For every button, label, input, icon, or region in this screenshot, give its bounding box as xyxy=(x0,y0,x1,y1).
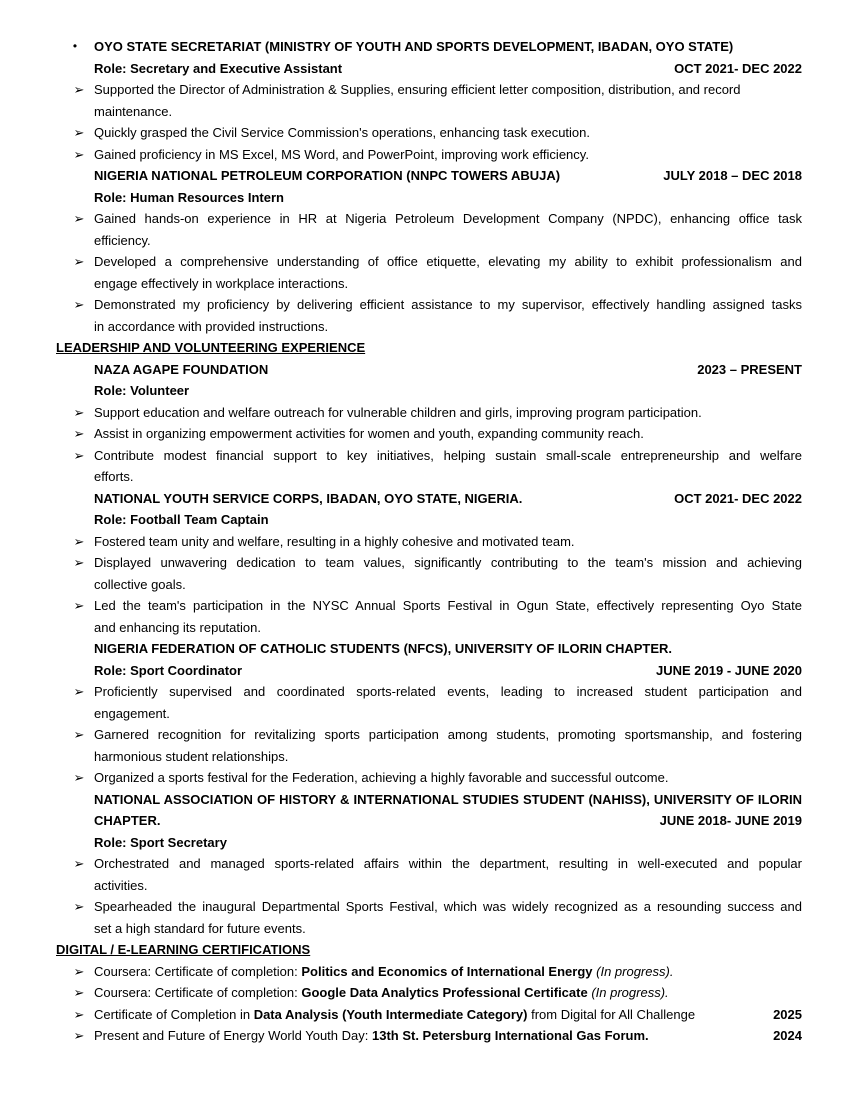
bullet-item: ➢ Spearheaded the inaugural Departmental Sports Festival, which was widely recognized as a resounding success and xyxy=(56,896,802,918)
bullet-continuation: engagement. xyxy=(94,705,170,721)
entry-naza-org: NAZA AGAPE FOUNDATION 2023 – PRESENT xyxy=(56,359,802,381)
arrow-bullet-icon: ➢ xyxy=(73,447,85,463)
bullet-dot-icon: • xyxy=(72,39,78,53)
date: OCT 2021- DEC 2022 xyxy=(674,60,802,76)
arrow-bullet-icon: ➢ xyxy=(73,963,85,979)
bullet-continuation: collective goals. xyxy=(94,576,186,592)
date: JUNE 2019 - JUNE 2020 xyxy=(656,662,802,678)
arrow-bullet-icon: ➢ xyxy=(73,404,85,420)
bullet-continuation: activities. xyxy=(94,877,148,893)
arrow-bullet-icon: ➢ xyxy=(73,555,85,570)
arrow-bullet-icon: ➢ xyxy=(73,727,85,742)
bullet-continuation: set a high standard for future events. xyxy=(94,920,306,936)
arrow-bullet-icon: ➢ xyxy=(73,598,85,613)
cert-item: ➢ Coursera: Certificate of completion: Google Data Analytics Professional Certificate (In progress). xyxy=(56,982,802,1004)
cert-item: ➢ Present and Future of Energy World Youth Day: 13th St. Petersburg International Gas Forum. 2024 xyxy=(56,1025,802,1047)
bullet-item: ➢ Displayed unwavering dedication to team values, significantly contributing to the team's mission and achieving xyxy=(56,552,802,574)
entry-nnpc-org: NIGERIA NATIONAL PETROLEUM CORPORATION (NNPC TOWERS ABUJA) JULY 2018 – DEC 2018 xyxy=(56,165,802,187)
entry-oyo-org: • OYO STATE SECRETARIAT (MINISTRY OF YOUTH AND SPORTS DEVELOPMENT, IBADAN, OYO STATE) xyxy=(56,36,802,58)
bullet-item: ➢ Garnered recognition for revitalizing sports participation among students, promoting sportsmanship, and fostering xyxy=(56,724,802,746)
cert-year: 2025 xyxy=(773,1006,802,1022)
date: JULY 2018 – DEC 2018 xyxy=(663,168,802,183)
entry-nysc-role: Role: Football Team Captain xyxy=(94,512,269,527)
bullet-continuation: maintenance. xyxy=(94,103,173,119)
date: OCT 2021- DEC 2022 xyxy=(674,490,802,506)
bullet-item: ➢ Gained hands-on experience in HR at Nigeria Petroleum Development Company (NPDC), enhancing office task xyxy=(56,208,802,230)
entry-nahiss-role: Role: Sport Secretary xyxy=(94,834,227,850)
bullet-item: ➢ Orchestrated and managed sports-related affairs within the department, resulting in well-executed and popular xyxy=(56,853,802,875)
bullet-item: ➢ Gained proficiency in MS Excel, MS Word, and PowerPoint, improving work efficiency. xyxy=(56,144,802,166)
entry-naza-role: Role: Volunteer xyxy=(94,383,190,398)
bullet-item: ➢ Contribute modest financial support to key initiatives, helping sustain small-scale entrepreneurship and welfare xyxy=(56,445,802,467)
bullet-continuation: in accordance with provided instructions. xyxy=(94,318,329,334)
date: JUNE 2018- JUNE 2019 xyxy=(659,813,802,828)
arrow-bullet-icon: ➢ xyxy=(73,297,85,312)
entry-nysc-org: NATIONAL YOUTH SERVICE CORPS, IBADAN, OYO STATE, NIGERIA. OCT 2021- DEC 2022 xyxy=(56,488,802,510)
section-heading-certifications: DIGITAL / E-LEARNING CERTIFICATIONS xyxy=(56,942,311,957)
arrow-bullet-icon: ➢ xyxy=(73,426,85,441)
arrow-bullet-icon: ➢ xyxy=(73,146,85,162)
arrow-bullet-icon: ➢ xyxy=(73,1006,85,1022)
date: 2023 – PRESENT xyxy=(697,361,802,377)
resume-page xyxy=(56,36,802,1047)
bullet-item: ➢ Developed a comprehensive understanding of office etiquette, elevating my ability to exhibit professionalism and xyxy=(56,251,802,273)
bullet-item: ➢ Demonstrated my proficiency by delivering efficient assistance to my supervisor, effectively handling assigned tasks xyxy=(56,294,802,316)
section-heading-leadership: LEADERSHIP AND VOLUNTEERING EXPERIENCE xyxy=(56,340,366,355)
arrow-bullet-icon: ➢ xyxy=(73,125,85,140)
bullet-item: ➢ Support education and welfare outreach for vulnerable children and girls, improving program participation. xyxy=(56,402,802,424)
bullet-item: ➢ Supported the Director of Administration & Supplies, ensuring efficient letter composition, distribution, and record xyxy=(56,79,802,101)
arrow-bullet-icon: ➢ xyxy=(73,684,85,699)
arrow-bullet-icon: ➢ xyxy=(73,82,85,97)
entry-nfcs-org: NIGERIA FEDERATION OF CATHOLIC STUDENTS (NFCS), UNIVERSITY OF ILORIN CHAPTER. xyxy=(94,641,673,656)
arrow-bullet-icon: ➢ xyxy=(73,856,85,871)
bullet-continuation: efficiency. xyxy=(94,232,151,248)
bullet-continuation: engage effectively in workplace interactions. xyxy=(94,275,349,291)
arrow-bullet-icon: ➢ xyxy=(73,899,85,914)
entry-nahiss-org: NATIONAL ASSOCIATION OF HISTORY & INTERNATIONAL STUDIES STUDENT (NAHISS), UNIVERSITY OF ILORIN xyxy=(94,791,802,807)
entry-nnpc-role: Role: Human Resources Intern xyxy=(94,189,284,205)
arrow-bullet-icon: ➢ xyxy=(73,985,85,1000)
arrow-bullet-icon: ➢ xyxy=(73,533,85,549)
arrow-bullet-icon: ➢ xyxy=(73,1028,85,1043)
bullet-item: ➢ Fostered team unity and welfare, resulting in a highly cohesive and motivated team. xyxy=(56,531,802,553)
bullet-item: ➢ Led the team's participation in the NYSC Annual Sports Festival in Ogun State, effectively representing Oyo State xyxy=(56,595,802,617)
bullet-continuation: and enhancing its reputation. xyxy=(94,619,261,635)
arrow-bullet-icon: ➢ xyxy=(73,211,85,226)
cert-item: ➢ Coursera: Certificate of completion: Politics and Economics of International Energy (In progress). xyxy=(56,961,802,983)
cert-item: ➢ Certificate of Completion in Data Analysis (Youth Intermediate Category) from Digital for All Challenge 2025 xyxy=(56,1004,802,1026)
bullet-continuation: efforts. xyxy=(94,469,134,484)
entry-nfcs-role: Role: Sport Coordinator JUNE 2019 - JUNE 2020 xyxy=(56,660,802,682)
bullet-item: ➢ Organized a sports festival for the Federation, achieving a highly favorable and successful outcome. xyxy=(56,767,802,789)
bullet-continuation: harmonious student relationships. xyxy=(94,748,289,764)
arrow-bullet-icon: ➢ xyxy=(73,770,85,785)
arrow-bullet-icon: ➢ xyxy=(73,254,85,269)
bullet-item: ➢ Assist in organizing empowerment activities for women and youth, expanding community reach. xyxy=(56,423,802,445)
entry-oyo-role: Role: Secretary and Executive Assistant OCT 2021- DEC 2022 xyxy=(56,58,802,80)
bullet-item: ➢ Proficiently supervised and coordinated sports-related events, leading to increased student participation and xyxy=(56,681,802,703)
bullet-item: ➢ Quickly grasped the Civil Service Commission's operations, enhancing task execution. xyxy=(56,122,802,144)
entry-nahiss-org-cont: CHAPTER. JUNE 2018- JUNE 2019 xyxy=(56,810,802,832)
cert-year: 2024 xyxy=(773,1028,802,1043)
